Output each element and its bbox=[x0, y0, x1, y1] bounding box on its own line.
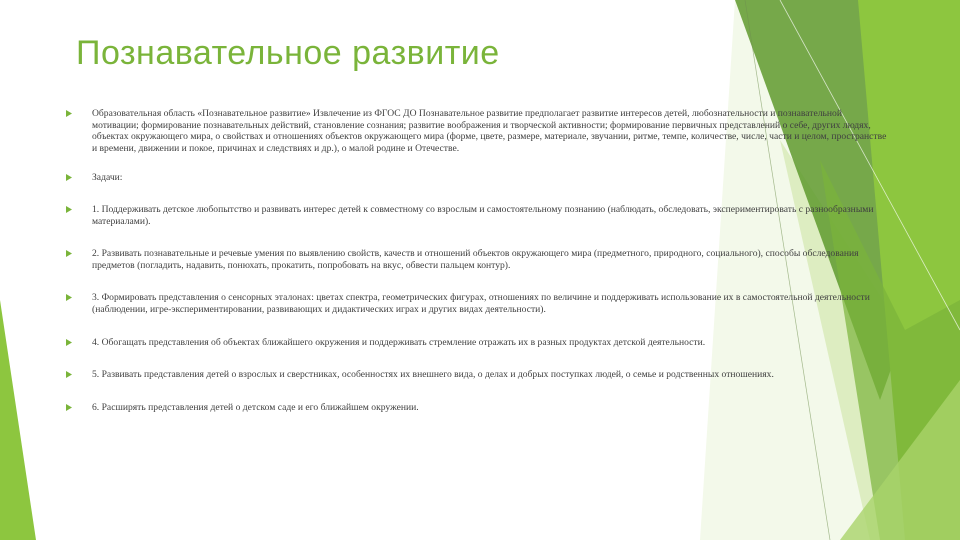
triangle-bullet-icon bbox=[66, 369, 92, 378]
list-item-text: Образовательная область «Познавательное развитие» Извлечение из ФГОС ДО Познавательное развитие предполагает развитие интересов детей, любознательности и познавательной мотивации; формирование познавательных действий, становление сознания; развитие воображения и творческой активности; формирование первичных представлений о себе, других людях, объектах окружающего мира, о свойствах и отношениях объектов окружающего мира (форме, цвете, размере, материале, звучании, ритме, темпе, количестве, числе, части и целом, пространстве и времени, движении и покое, причинах и следствиях и др.), о малой родине и Отечестве. bbox=[92, 108, 887, 154]
list-item bbox=[66, 369, 888, 381]
list-item bbox=[66, 337, 888, 349]
list-item bbox=[66, 248, 888, 271]
list-item bbox=[66, 402, 888, 414]
triangle-bullet-icon bbox=[66, 204, 92, 213]
triangle-bullet-icon bbox=[66, 248, 92, 257]
triangle-bullet-icon bbox=[66, 172, 92, 181]
list-item-text: 5. Развивать представления детей о взрослых и сверстниках, особенностях их внешнего вида, о делах и добрых поступках людей, о семье и родственных отношениях. bbox=[92, 369, 774, 381]
list-item bbox=[66, 292, 888, 315]
list-item-text: Задачи: bbox=[92, 172, 123, 184]
triangle-bullet-icon bbox=[66, 337, 92, 346]
left-green-shape bbox=[0, 300, 36, 540]
list-item-text: 4. Обогащать представления об объектах ближайшего окружения и поддерживать стремление отражать их в разных продуктах детской деятельности. bbox=[92, 336, 706, 348]
list-item-text: 3. Формировать представления о сенсорных эталонах: цветах спектра, геометрических фигурах, отношениях по величине и поддерживать использование их в самостоятельной деятельности (наблюдении, игре-экспериментировании, развивающих и дидактических играх и других видах деятельности). bbox=[92, 292, 870, 315]
triangle-bullet-icon bbox=[66, 108, 92, 117]
triangle-bullet-icon bbox=[66, 402, 92, 411]
list-item bbox=[66, 172, 888, 184]
list-item-text: 6. Расширять представления детей о детском саде и его ближайшем окружении. bbox=[92, 401, 419, 413]
list-item-text: 2. Развивать познавательные и речевые умения по выявлению свойств, качеств и отношений объектов окружающего мира (предметного, природного, социального), способы обследования предметов (погладить, надавить, понюхать, прокатить, попробовать на вкус, обвести пальцем контур). bbox=[92, 248, 859, 271]
list-item bbox=[66, 204, 888, 227]
bullet-list bbox=[66, 108, 888, 413]
slide-title: Познавательное развитие bbox=[76, 34, 500, 72]
list-item bbox=[66, 108, 888, 154]
triangle-bullet-icon bbox=[66, 292, 92, 301]
list-item-text: 1. Поддерживать детское любопытство и развивать интерес детей к совместному со взрослым и самостоятельному познанию (наблюдать, обследовать, экспериментировать с разнообразными материалами). bbox=[92, 203, 874, 227]
